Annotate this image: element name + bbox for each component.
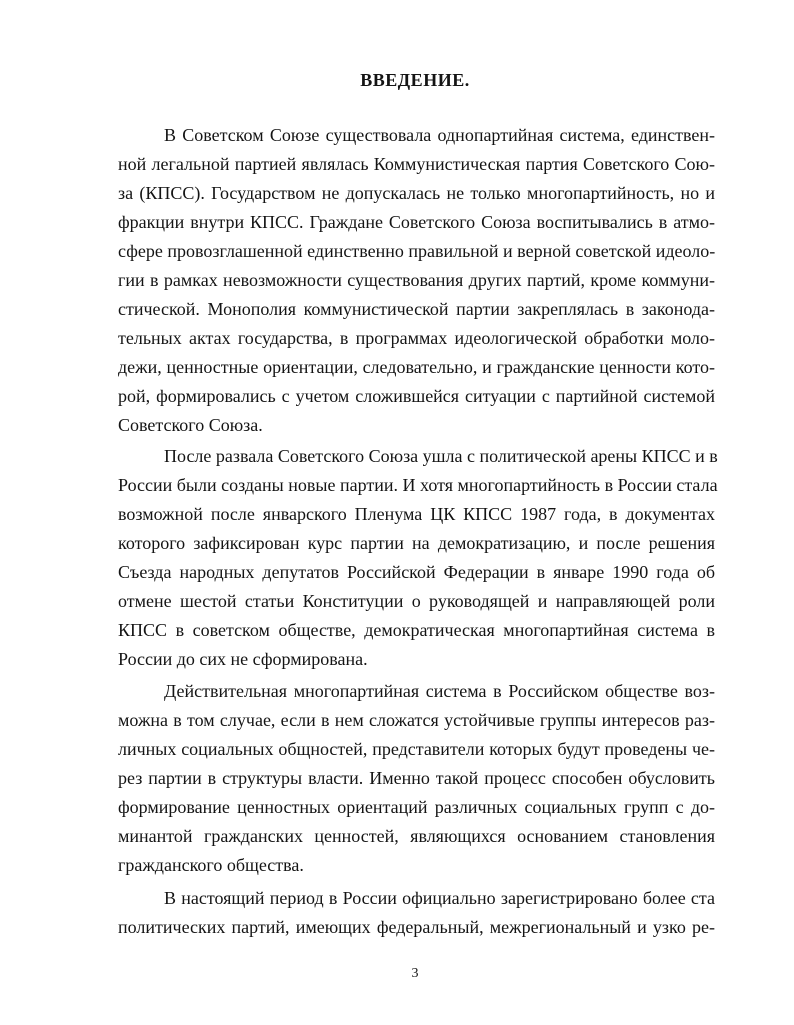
text-line: КПСС в советском обществе, демократическая многопартийная система в: [118, 620, 715, 640]
text-line: фракции внутри КПСС. Граждане Советского Союза воспитывались в атмо-: [118, 212, 715, 232]
text-line: Съезда народных депутатов Российской Федерации в январе 1990 года об: [118, 562, 715, 582]
text-line: рез партии в структуры власти. Именно такой процесс способен обусловить: [118, 768, 715, 788]
text-line: Действительная многопартийная система в Российском обществе воз-: [164, 681, 715, 701]
text-line: личных социальных общностей, представители которых будут проведены че-: [118, 739, 715, 759]
text-line: В Советском Союзе существовала однопартийная система, единствен-: [164, 125, 715, 145]
text-line: можна в том случае, если в нем сложатся устойчивые группы интересов раз-: [118, 710, 715, 730]
text-line: политических партий, имеющих федеральный, межрегиональный и узко ре-: [118, 917, 715, 937]
text-line: гии в рамках невозможности существования других партий, кроме коммуни-: [118, 270, 715, 290]
text-line: за (КПСС). Государством не допускалась не только многопартийность, но и: [118, 183, 715, 203]
text-line: сфере провозглашенной единственно правильной и верной советской идеоло-: [118, 241, 716, 261]
text-line: России были созданы новые партии. И хотя многопартийность в России стала: [118, 475, 718, 495]
page-number: 3: [411, 966, 419, 981]
text-line: России до сих не сформирована.: [118, 649, 368, 669]
text-line: гражданского общества.: [118, 855, 304, 875]
text-line: формирование ценностных ориентаций различных социальных групп с до-: [118, 797, 715, 817]
text-line: дежи, ценностные ориентации, следовательно, и гражданские ценности кото-: [118, 357, 715, 377]
text-line: ной легальной партией являлась Коммунистическая партия Советского Сою-: [118, 154, 715, 174]
text-line: которого зафиксирован курс партии на демократизацию, и после решения: [118, 533, 715, 553]
text-line: отмене шестой статьи Конституции о руководящей и направляющей роли: [118, 591, 715, 611]
text-line: тельных актах государства, в программах идеологической обработки моло-: [118, 328, 715, 348]
text-line: стической. Монополия коммунистической партии закреплялась в законода-: [118, 299, 715, 319]
text-line: возможной после январского Пленума ЦК КПСС 1987 года, в документах: [118, 504, 715, 524]
text-line: рой, формировались с учетом сложившейся ситуации с партийной системой: [118, 386, 715, 406]
text-line: Советского Союза.: [118, 415, 263, 435]
text-line: минантой гражданских ценностей, являющихся основанием становления: [118, 826, 715, 846]
text-line: В настоящий период в России официально зарегистрировано более ста: [164, 888, 715, 908]
text-line: После развала Советского Союза ушла с политической арены КПСС и в: [164, 446, 718, 466]
page-title: ВВЕДЕНИЕ.: [360, 70, 470, 90]
